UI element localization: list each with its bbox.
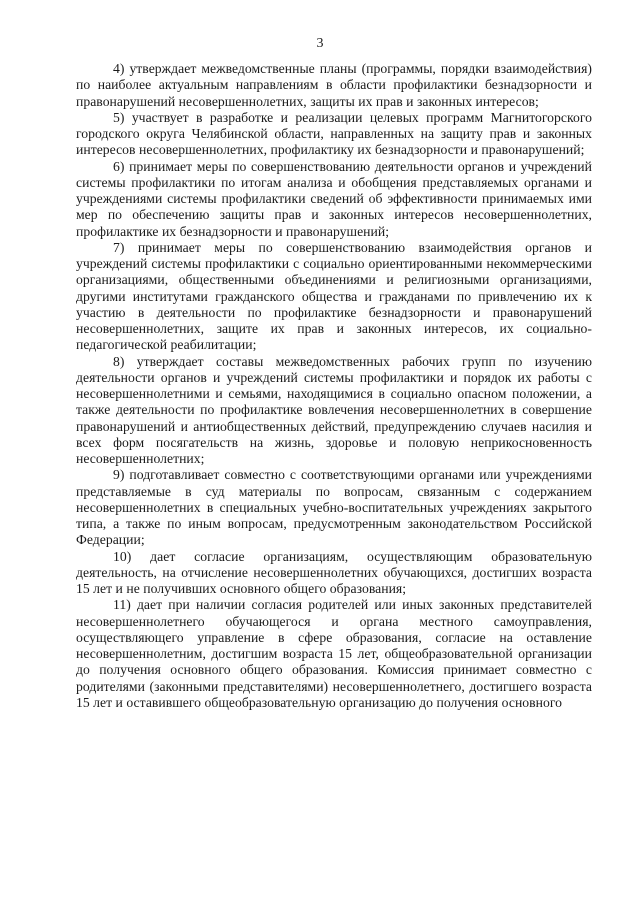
- page-number: 3: [316, 36, 324, 51]
- paragraph-item-10: 10) дает согласие организациям, осуществляющим образовательную деятельность, на отчисление несовершеннолетних обучающихся, достигших возраста 15 лет и не получивших основного общего образования;: [76, 548, 592, 596]
- paragraph-item-4: 4) утверждает межведомственные планы (программы, порядки взаимодействия) по наиболее актуальным направлениям в области профилактики безнадзорности и правонарушений несовершеннолетних, защиты их прав и законных интересов;: [76, 61, 592, 109]
- paragraph-item-9: 9) подготавливает совместно с соответствующими органами или учреждениями представляемые в суд материалы по вопросам, связанным с содержанием несовершеннолетних в специальных учебно-воспитательных учреждениях закрытого типа, а также по иным вопросам, предусмотренным законодательством Российской Федерации;: [76, 467, 592, 548]
- paragraph-item-7: 7) принимает меры по совершенствованию взаимодействия органов и учреждений системы профилактики с социально ориентированными некоммерческими организациями, общественными объединениями и религиозными организациями, другими институтами гражданского общества и гражданами по привлечению их к участию в деятельности по профилактике безнадзорности и правонарушений несовершеннолетних, защите их прав и законных интересов, их социально-педагогической реабилитации;: [76, 239, 592, 353]
- paragraph-item-6: 6) принимает меры по совершенствованию деятельности органов и учреждений системы профилактики по итогам анализа и обобщения представляемых органами и учреждениями системы профилактики сведений об эффективности принимаемых ими мер по обеспечению защиты прав и законных интересов несовершеннолетних, профилактике их безнадзорности и правонарушений;: [76, 158, 592, 239]
- paragraph-item-5: 5) участвует в разработке и реализации целевых программ Магнитогорского городского округа Челябинской области, направленных на защиту прав и законных интересов несовершеннолетних, профилактику их безнадзорности и правонарушений;: [76, 109, 592, 158]
- paragraph-item-11: 11) дает при наличии согласия родителей или иных законных представителей несовершеннолетнего обучающегося и органа местного самоуправления, осуществляющего управление в сфере образования, согласие на оставление несовершеннолетним, достигшим возраста 15 лет, общеобразовательной организации до получения основного общего образования. Комиссия принимает совместно с родителями (законными представителями) несовершеннолетнего, достигшего возраста 15 лет и оставившего общеобразовательную организацию до получения основного: [76, 597, 592, 710]
- document-body: [76, 61, 592, 711]
- paragraph-item-8: 8) утверждает составы межведомственных рабочих групп по изучению деятельности органов и учреждений системы профилактики и порядок их работы с несовершеннолетними и семьями, находящимися в социально опасном положении, а также деятельности по профилактике вовлечения несовершеннолетних в совершение правонарушений и антиобщественных действий, предупреждению случаев насилия и всех форм посягательств на жизнь, здоровье и половую неприкосновенность несовершеннолетних;: [76, 353, 592, 466]
